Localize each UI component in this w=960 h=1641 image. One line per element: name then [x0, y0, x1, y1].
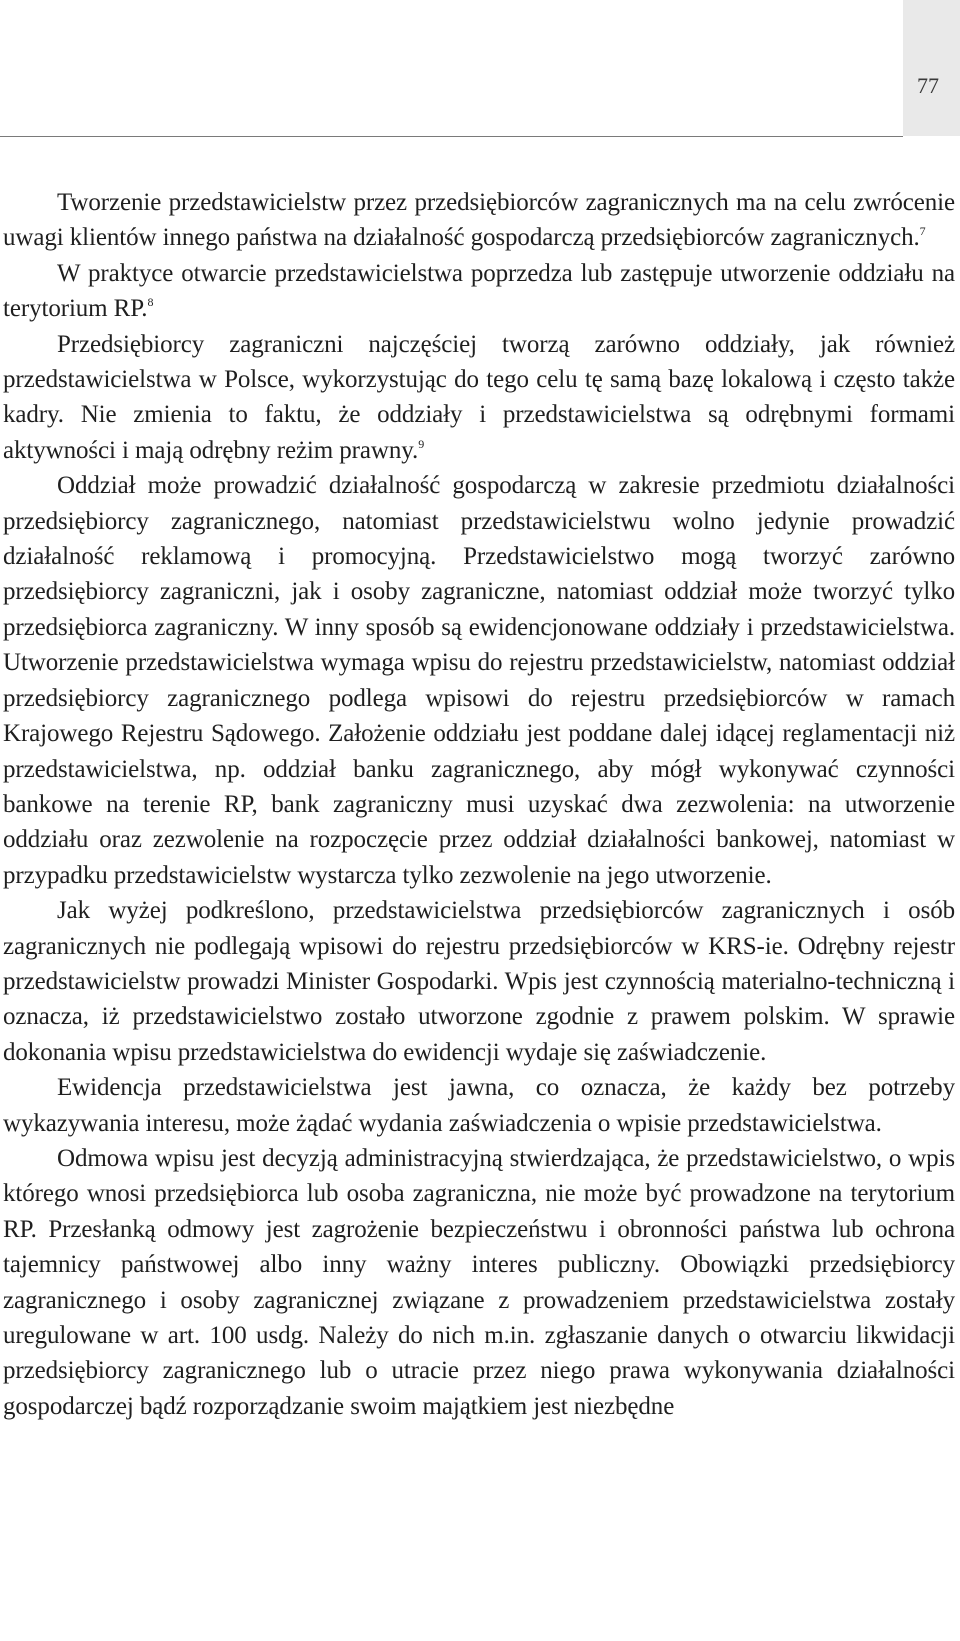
- footnote-ref[interactable]: 9: [418, 436, 425, 451]
- paragraph-text: Tworzenie przedstawicielstw przez przedsiębiorców zagranicznych ma na celu zwrócenie uwagi klientów innego państwa na działalność gospodarczą przedsiębiorców zagranicznych.: [3, 189, 955, 252]
- paragraph: [3, 893, 955, 1070]
- footnote-ref[interactable]: 7: [919, 224, 926, 239]
- paragraph-text: Ewidencja przedstawicielstwa jest jawna, co oznacza, że każdy bez potrzeby wykazywania interesu, może żądać wydania zaświadczenia o wpisie przedstawicielstwa.: [3, 1074, 955, 1137]
- page-number-tab: [903, 0, 960, 136]
- paragraph: [3, 327, 955, 469]
- paragraph-text: W praktyce otwarcie przedstawicielstwa poprzedza lub zastępuje utworzenie oddziału na terytorium RP.: [3, 259, 955, 323]
- paragraph-text: Odmowa wpisu jest decyzją administracyjną stwierdzająca, że przedstawicielstwo, o wpis którego wnosi przedsiębiorca lub osoba zagraniczna, nie może być prowadzone na terytorium RP. Przesłanką odmowy jest zagrożenie bezpieczeństwu i obronności państwa lub ochrona tajemnicy państwowej albo inny ważny interes publiczny. Obowiązki przedsiębiorcy zagranicznego i osoby zagranicznej związane z prowadzeniem przedstawicielstwa zostały uregulowane w art. 100 usdg. Należy do nich m.in. zgłaszanie danych o otwarciu likwidacji przedsiębiorcy zagranicznego lub o utracie przez niego prawa wykonywania działalności gospodarczej bądź rozporządzanie swoim majątkiem jest niezbędne: [3, 1144, 955, 1420]
- paragraph: [3, 256, 955, 327]
- footnote-ref[interactable]: 8: [147, 295, 154, 310]
- header-rule: [0, 136, 903, 137]
- paragraph: [3, 185, 955, 256]
- paragraph: [3, 1141, 955, 1424]
- page-number: 77: [917, 73, 939, 98]
- paragraph: [3, 468, 955, 893]
- paragraph-text: Przedsiębiorcy zagraniczni najczęściej tworzą zarówno oddziały, jak również przedstawicielstwa w Polsce, wykorzystując do tego celu tę samą bazę lokalową i często także kadry. Nie zmienia to faktu, że oddziały i przedstawicielstwa są odrębnymi formami aktywności i mają odrębny reżim prawny.: [3, 330, 955, 464]
- paragraph-text: Jak wyżej podkreślono, przedstawicielstwa przedsiębiorców zagranicznych i osób zagranicznych nie podlegają wpisowi do rejestru przedsiębiorców w KRS-ie. Odrębny rejestr przedstawicielstw prowadzi Minister Gospodarki. Wpis jest czynnością materialno-techniczną i oznacza, iż przedstawicielstwo zostało utworzone zgodnie z prawem polskim. W sprawie dokonania wpisu przedstawicielstwa do ewidencji wydaje się zaświadczenie.: [3, 897, 955, 1066]
- paragraph: [3, 1070, 955, 1141]
- body-text: [3, 185, 955, 1424]
- paragraph-text: Oddział może prowadzić działalność gospodarczą w zakresie przedmiotu działalności przedsiębiorcy zagranicznego, natomiast przedstawicielstwu wolno jedynie prowadzić działalność reklamową i promocyjną. Przedstawicielstwo mogą tworzyć zarówno przedsiębiorcy zagraniczni, jak i osoby zagraniczne, natomiast oddział może tworzyć tylko przedsiębiorca zagraniczny. W inny sposób są ewidencjonowane oddziały i przedstawicielstwa. Utworzenie przedstawicielstwa wymaga wpisu do rejestru przedstawicielstw, natomiast oddział przedsiębiorcy zagranicznego podlega wpisowi do rejestru przedsiębiorców w ramach Krajowego Rejestru Sądowego. Założenie oddziału jest poddane dalej idącej reglamentacji niż przedstawicielstwa, np. oddział banku zagranicznego, aby mógł wykonywać czynności bankowe na terenie RP, bank zagraniczny musi uzyskać dwa zezwolenia: na utworzenie oddziału oraz zezwolenie na rozpoczęcie przez oddział działalności bankowej, natomiast w przypadku przedstawicielstw wystarcza tylko zezwolenie na jego utworzenie.: [3, 472, 955, 889]
